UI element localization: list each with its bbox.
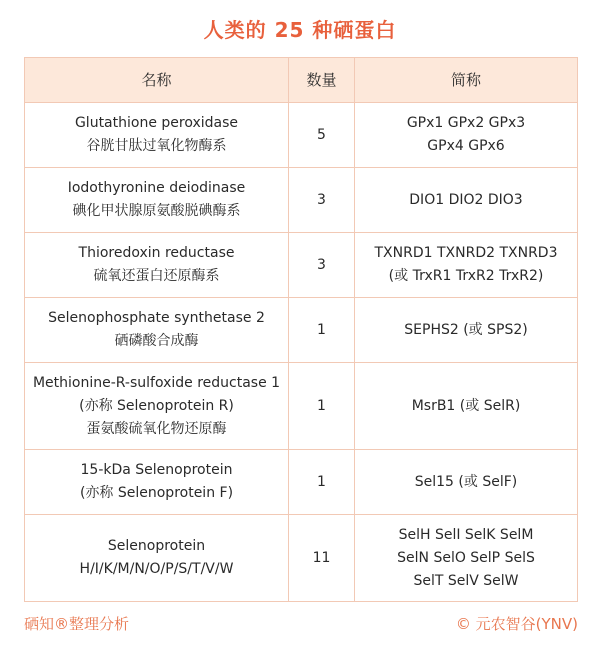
abbr-line: SelT SelV SelW [413, 572, 519, 589]
name-english: Methionine-R-sulfoxide reductase 1 [32, 374, 281, 391]
abbr-cell [355, 168, 578, 233]
abbr-line: (或 TrxR1 TrxR2 TrxR2) [388, 268, 544, 284]
table-row [25, 450, 578, 515]
abbr-line: GPx1 GPx2 GPx3 [406, 115, 526, 131]
table-row [25, 515, 578, 602]
name-chinese: 蛋氨酸硫氧化物还原酶 [86, 420, 227, 437]
name-chinese: 谷胱甘肽过氧化物酶系 [86, 138, 227, 154]
name-cell [25, 363, 289, 450]
name-alias: (亦称 Selenoprotein F) [79, 485, 234, 501]
name-english: Selenophosphate synthetase 2 [48, 310, 265, 326]
abbr-line: DIO1 DIO2 DIO3 [409, 191, 523, 208]
name-alias: (亦称 Selenoprotein R) [79, 397, 234, 414]
header-abbr: 简称 [355, 58, 578, 103]
count-cell: 1 [289, 363, 355, 450]
table-row [25, 233, 578, 298]
name-cell [25, 233, 289, 298]
name-cell [25, 168, 289, 233]
count-cell: 5 [289, 103, 355, 168]
page-title: 人类的 25 种硒蛋白 [203, 18, 397, 42]
name-english: 15-kDa Selenoprotein [80, 462, 233, 478]
name-chinese: 硫氧还蛋白还原酶系 [93, 268, 220, 284]
abbr-line: Sel15 (或 SelF) [414, 473, 518, 490]
footer-copyright: © 元农智谷(YNV) [455, 615, 578, 633]
abbr-line: SelH SelI SelK SelM [398, 526, 534, 543]
selenoprotein-table [24, 57, 578, 602]
abbr-cell [355, 450, 578, 515]
abbr-cell [355, 363, 578, 450]
name-english: Selenoprotein [107, 538, 206, 554]
abbr-line: TXNRD1 TXNRD2 TXNRD3 [374, 245, 558, 261]
abbr-line: MsrB1 (或 SelR) [411, 397, 521, 414]
abbr-line: SelN SelO SelP SelS [397, 549, 535, 566]
header-count: 数量 [289, 58, 355, 103]
name-cell [25, 103, 289, 168]
name-english: Glutathione peroxidase [74, 115, 239, 131]
abbr-cell [355, 515, 578, 602]
table-row [25, 298, 578, 363]
name-english: Thioredoxin reductase [78, 245, 235, 261]
name-cell [25, 515, 289, 602]
table-header-row [25, 58, 578, 103]
count-cell: 1 [289, 450, 355, 515]
name-english: Iodothyronine deiodinase [67, 180, 246, 196]
count-cell: 3 [289, 233, 355, 298]
abbr-cell [355, 233, 578, 298]
name-chinese: 硒磷酸合成酶 [114, 333, 199, 349]
abbr-cell [355, 103, 578, 168]
abbr-line: SEPHS2 (或 SPS2) [404, 321, 528, 338]
table-row [25, 103, 578, 168]
table-row [25, 363, 578, 450]
name-chinese: 碘化甲状腺原氨酸脱碘酶系 [72, 203, 241, 219]
name-cell [25, 450, 289, 515]
name-variants: H/I/K/M/N/O/P/S/T/V/W [79, 561, 234, 577]
name-cell [25, 298, 289, 363]
count-cell: 1 [289, 298, 355, 363]
count-cell: 3 [289, 168, 355, 233]
count-cell: 11 [289, 515, 355, 602]
abbr-cell [355, 298, 578, 363]
header-name: 名称 [25, 58, 289, 103]
table-row [25, 168, 578, 233]
footer-credit: 硒知®整理分析 [24, 615, 130, 633]
abbr-line: GPx4 GPx6 [427, 138, 505, 154]
